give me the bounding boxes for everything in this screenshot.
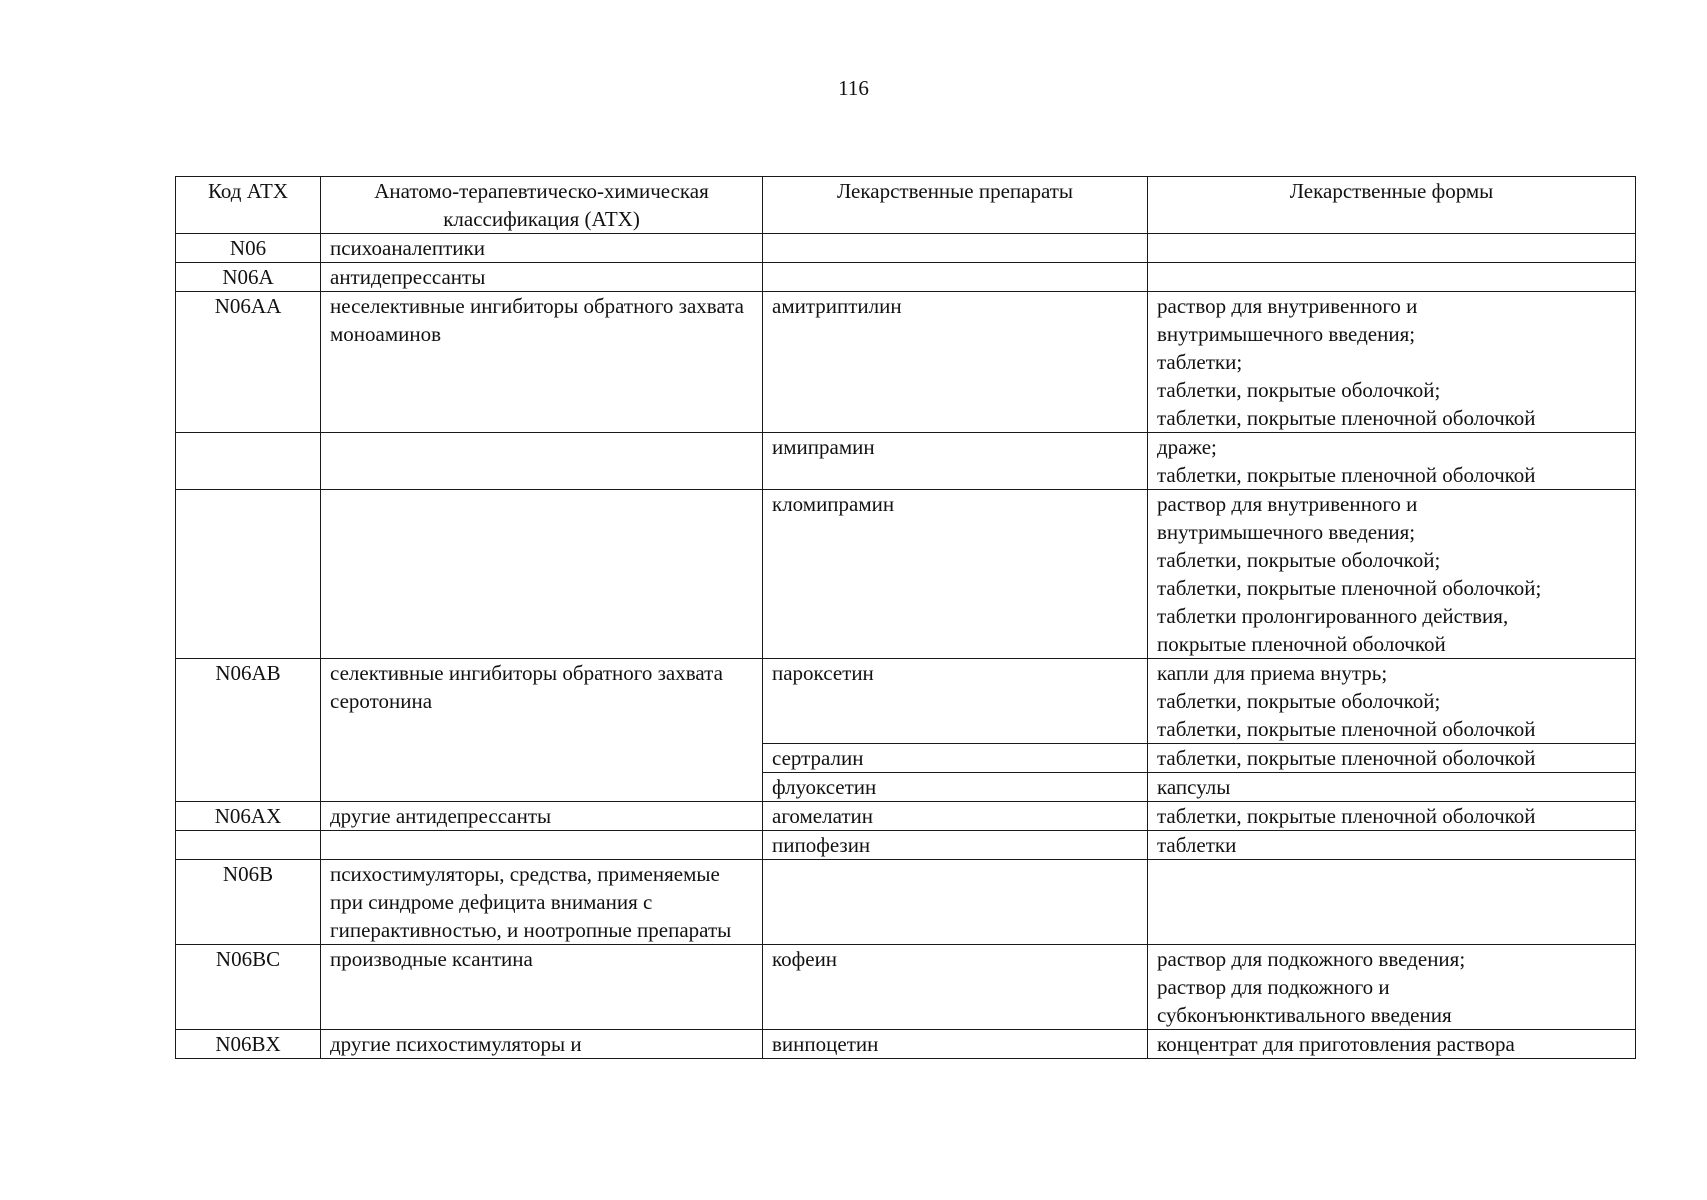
header-atc-classification: Анатомо-терапевтическо-химическая классификация (АТХ) xyxy=(321,177,763,234)
dosage-forms-cell xyxy=(1148,490,1636,659)
table-row xyxy=(176,659,1636,744)
table-row xyxy=(176,490,1636,659)
drug-cell: сертралин xyxy=(763,744,1148,773)
table-row xyxy=(176,292,1636,433)
dosage-form-line: раствор для внутривенного и xyxy=(1157,492,1418,516)
dosage-form-line: таблетки, покрытые пленочной оболочкой xyxy=(1157,804,1536,828)
drug-cell: винпоцетин xyxy=(763,1030,1148,1059)
table-header-row xyxy=(176,177,1636,234)
dosage-forms-cell xyxy=(1148,659,1636,744)
drug-cell xyxy=(763,263,1148,292)
dosage-form-line: капсулы xyxy=(1157,775,1231,799)
atc-code-cell: N06AB xyxy=(176,659,321,802)
dosage-form-line: внутримышечного введения; xyxy=(1157,520,1416,544)
atc-classification-cell xyxy=(321,831,763,860)
drug-cell: пароксетин xyxy=(763,659,1148,744)
drug-cell xyxy=(763,234,1148,263)
table-row xyxy=(176,433,1636,490)
dosage-form-line: таблетки, покрытые оболочкой; xyxy=(1157,378,1441,402)
dosage-form-line: раствор для внутривенного и xyxy=(1157,294,1418,318)
dosage-form-line: таблетки, покрытые пленочной оболочкой xyxy=(1157,463,1536,487)
dosage-form-line: раствор для подкожного и xyxy=(1157,975,1390,999)
atc-code-cell xyxy=(176,831,321,860)
dosage-forms-cell xyxy=(1148,831,1636,860)
dosage-form-line: драже; xyxy=(1157,435,1217,459)
dosage-form-line: раствор для подкожного введения; xyxy=(1157,947,1466,971)
table-row xyxy=(176,831,1636,860)
atc-classification-table xyxy=(175,176,1636,1059)
dosage-form-line: субконъюнктивального введения xyxy=(1157,1003,1452,1027)
dosage-forms-cell xyxy=(1148,263,1636,292)
dosage-forms-cell xyxy=(1148,945,1636,1030)
header-drugs: Лекарственные препараты xyxy=(763,177,1148,234)
atc-code-cell: N06BX xyxy=(176,1030,321,1059)
drug-cell: имипрамин xyxy=(763,433,1148,490)
table-row xyxy=(176,1030,1636,1059)
atc-classification-cell: антидепрессанты xyxy=(321,263,763,292)
atc-code-cell: N06B xyxy=(176,860,321,945)
atc-code-cell: N06AX xyxy=(176,802,321,831)
table-row xyxy=(176,860,1636,945)
atc-classification-cell: производные ксантина xyxy=(321,945,763,1030)
table-row xyxy=(176,945,1636,1030)
dosage-form-line: таблетки, покрытые оболочкой; xyxy=(1157,689,1441,713)
dosage-forms-cell xyxy=(1148,292,1636,433)
atc-classification-cell xyxy=(321,490,763,659)
atc-code-cell: N06A xyxy=(176,263,321,292)
atc-classification-cell: селективные ингибиторы обратного захвата серотонина xyxy=(321,659,763,802)
dosage-form-line: таблетки, покрытые оболочкой; xyxy=(1157,548,1441,572)
atc-classification-cell: психоаналептики xyxy=(321,234,763,263)
dosage-form-line: концентрат для приготовления раствора xyxy=(1157,1032,1515,1056)
dosage-form-line: таблетки; xyxy=(1157,350,1243,374)
table-row xyxy=(176,234,1636,263)
drug-cell: пипофезин xyxy=(763,831,1148,860)
page-number: 116 xyxy=(838,76,869,100)
dosage-form-line: капли для приема внутрь; xyxy=(1157,661,1388,685)
atc-classification-cell: психостимуляторы, средства, применяемые при синдроме дефицита внимания с гиперактивностью, и ноотропные препараты xyxy=(321,860,763,945)
drug-cell: агомелатин xyxy=(763,802,1148,831)
atc-code-cell xyxy=(176,433,321,490)
dosage-forms-cell xyxy=(1148,433,1636,490)
atc-code-cell: N06 xyxy=(176,234,321,263)
header-dosage-forms: Лекарственные формы xyxy=(1148,177,1636,234)
atc-code-cell: N06AA xyxy=(176,292,321,433)
dosage-form-line: таблетки, покрытые пленочной оболочкой xyxy=(1157,406,1536,430)
drug-cell: кломипрамин xyxy=(763,490,1148,659)
dosage-forms-cell xyxy=(1148,773,1636,802)
dosage-form-line: таблетки, покрытые пленочной оболочкой; xyxy=(1157,576,1542,600)
dosage-forms-cell xyxy=(1148,744,1636,773)
atc-classification-cell: неселективные ингибиторы обратного захвата моноаминов xyxy=(321,292,763,433)
drug-cell: флуоксетин xyxy=(763,773,1148,802)
drug-cell xyxy=(763,860,1148,945)
table-row xyxy=(176,263,1636,292)
header-atc-code: Код АТХ xyxy=(176,177,321,234)
dosage-form-line: таблетки, покрытые пленочной оболочкой xyxy=(1157,717,1536,741)
dosage-forms-cell xyxy=(1148,802,1636,831)
drug-cell: амитриптилин xyxy=(763,292,1148,433)
dosage-form-line: покрытые пленочной оболочкой xyxy=(1157,632,1446,656)
atc-classification-cell xyxy=(321,433,763,490)
dosage-forms-cell xyxy=(1148,860,1636,945)
dosage-form-line: внутримышечного введения; xyxy=(1157,322,1416,346)
atc-code-cell xyxy=(176,490,321,659)
atc-classification-cell: другие антидепрессанты xyxy=(321,802,763,831)
dosage-forms-cell xyxy=(1148,234,1636,263)
drug-cell: кофеин xyxy=(763,945,1148,1030)
dosage-form-line: таблетки, покрытые пленочной оболочкой xyxy=(1157,746,1536,770)
dosage-form-line: таблетки xyxy=(1157,833,1237,857)
atc-code-cell: N06BC xyxy=(176,945,321,1030)
dosage-forms-cell xyxy=(1148,1030,1636,1059)
dosage-form-line: таблетки пролонгированного действия, xyxy=(1157,604,1509,628)
table-row xyxy=(176,802,1636,831)
atc-classification-cell: другие психостимуляторы и xyxy=(321,1030,763,1059)
